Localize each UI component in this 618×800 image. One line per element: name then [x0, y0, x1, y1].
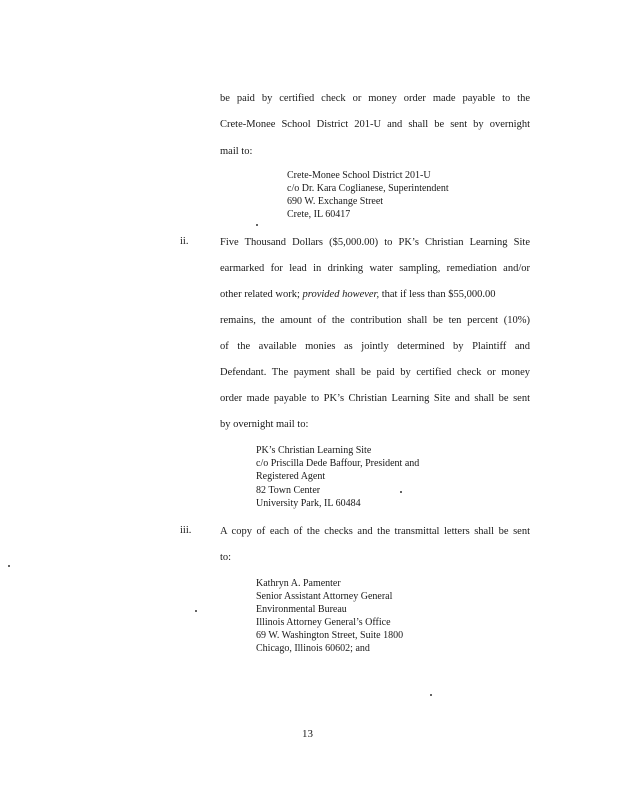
para-i-line-2: Crete-Monee School District 201-U and shall be sent by overnight: [220, 119, 530, 130]
emphasis-provided-however: provided however,: [302, 289, 380, 300]
para-iii-line-2: to:: [220, 552, 232, 563]
para-iii-line-1: A copy of each of the checks and the transmittal letters shall be sent: [220, 526, 530, 537]
para-ii-marker: ii.: [180, 236, 189, 247]
para-ii-line-2: earmarked for lead in drinking water sampling, remediation and/or: [220, 263, 530, 274]
para-ii-line-8: by overnight mail to:: [220, 419, 309, 430]
scan-speck: [430, 694, 432, 696]
para-i-line-1: be paid by certified check or money order made payable to the: [220, 93, 530, 104]
para-i-line-3: mail to:: [220, 146, 253, 157]
scan-speck: [400, 491, 402, 493]
para-ii-line-1: Five Thousand Dollars ($5,000.00) to PK’s Christian Learning Site: [220, 237, 530, 248]
para-ii-line-7: order made payable to PK’s Christian Learning Site and shall be sent: [220, 393, 530, 404]
page-number: 13: [302, 728, 313, 740]
scan-speck: [195, 610, 197, 612]
para-ii-line-5: of the available monies as jointly determined by Plaintiff and: [220, 341, 530, 352]
para-ii-line-4: remains, the amount of the contribution shall be ten percent (10%): [220, 315, 530, 326]
para-ii-line-6: Defendant. The payment shall be paid by certified check or money: [220, 367, 530, 378]
para-ii-line-3: other related work; provided however, that if less than $55,000.00: [220, 289, 496, 300]
para-iii-marker: iii.: [180, 525, 192, 536]
scan-speck: [256, 224, 258, 226]
scan-speck: [8, 565, 10, 567]
